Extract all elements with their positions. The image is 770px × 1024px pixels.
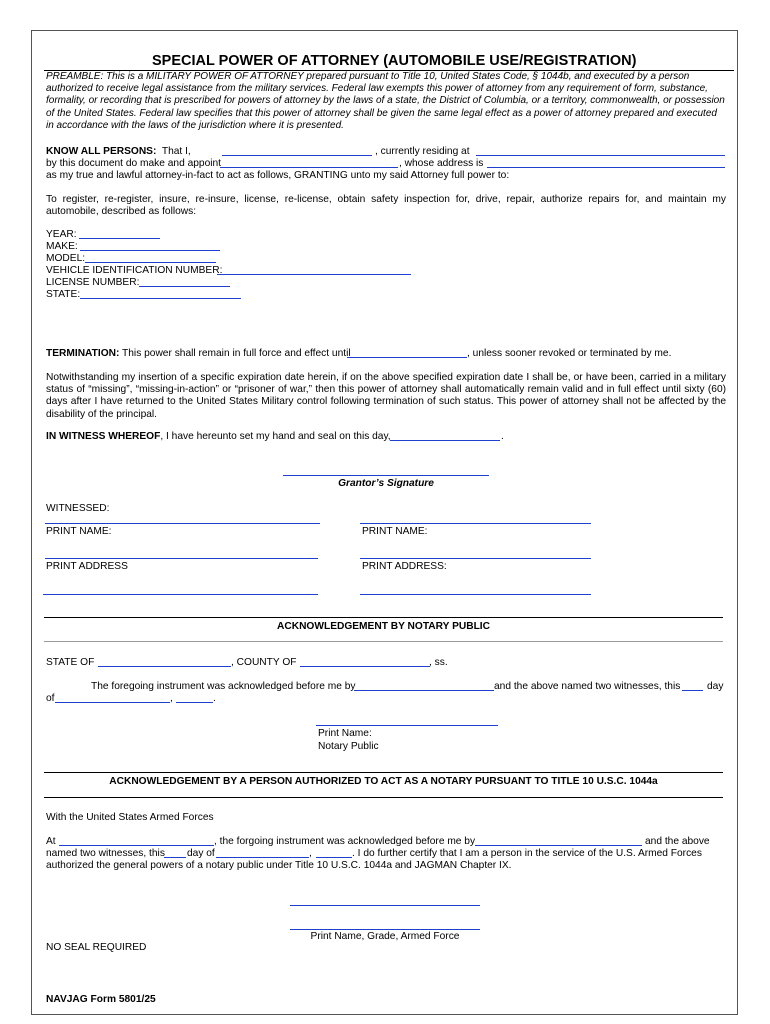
license-label: LICENSE NUMBER: bbox=[46, 277, 140, 288]
witness2-name-field[interactable] bbox=[360, 558, 591, 559]
notary-signature-field[interactable] bbox=[316, 725, 498, 726]
make-label: MAKE: bbox=[46, 241, 78, 252]
ss-label: , ss. bbox=[429, 657, 448, 668]
witness-text: , I have hereunto set my hand and seal on this day, bbox=[160, 431, 391, 442]
authorized-month-field[interactable] bbox=[216, 857, 309, 858]
notary-year-field[interactable] bbox=[176, 702, 213, 703]
foregoing-text: The foregoing instrument was acknowledged before me by bbox=[91, 681, 356, 692]
witness-label: IN WITNESS WHEREOF bbox=[46, 431, 161, 442]
know-label: KNOW ALL PERSONS: bbox=[46, 146, 157, 157]
of-comma: , bbox=[170, 693, 173, 704]
know-that: That I, bbox=[161, 146, 191, 157]
vehicle-state-field[interactable] bbox=[80, 298, 241, 299]
of-word: of bbox=[46, 693, 55, 704]
day-of-text: day of bbox=[187, 848, 215, 859]
authorized-bottom-rule bbox=[44, 797, 723, 798]
witness1-name-field[interactable] bbox=[45, 558, 318, 559]
witness-date-field[interactable] bbox=[390, 440, 500, 441]
form-number: NAVJAG Form 5801/25 bbox=[46, 994, 156, 1005]
authorized-year-field[interactable] bbox=[316, 857, 352, 858]
at-text: , the forgoing instrument was acknowledged before me by bbox=[214, 836, 476, 847]
at-word: At bbox=[46, 836, 56, 847]
notary-print-name: Print Name: bbox=[318, 728, 372, 739]
year-label: YEAR: bbox=[46, 229, 77, 240]
witness2-signature-field[interactable] bbox=[360, 523, 591, 524]
form-title: SPECIAL POWER OF ATTORNEY (AUTOMOBILE USE/REGISTRATION) bbox=[152, 53, 637, 69]
authorized-top-rule bbox=[44, 772, 723, 773]
certify-text: . I do further certify that I am a person in the service of the U.S. Armed Forces bbox=[352, 848, 702, 859]
named-two-text: named two witnesses, this bbox=[46, 848, 165, 859]
authorized-day-field[interactable] bbox=[164, 857, 186, 858]
purpose-text: To register, re-register, insure, re-insure, license, re-license, obtain safety inspection for, drive, repair, authorize repairs for, and maintain my automobile, described as follows: bbox=[46, 194, 726, 218]
at-tail: and the above bbox=[645, 836, 710, 847]
notary-public-label: Notary Public bbox=[318, 741, 379, 752]
print-address-right: PRINT ADDRESS: bbox=[362, 561, 447, 572]
state-label: STATE: bbox=[46, 289, 81, 300]
authorized-signature-field[interactable] bbox=[290, 905, 480, 906]
foregoing-tail: and the above named two witnesses, this bbox=[494, 681, 681, 692]
termination-tail: , unless sooner revoked or terminated by me. bbox=[467, 348, 672, 359]
county-of-label: , COUNTY OF bbox=[231, 657, 297, 668]
at-location-field[interactable] bbox=[59, 845, 214, 846]
notwithstanding-text: Notwithstanding my insertion of a specific expiration date herein, if on the above specified expiration date I shall be, or have been, carried in a military status of “missing”, “missing-in-action” or “prisoner of war,” then this power of attorney shall automatically remain valid and in full effect until sixty (60) days after I have returned to the United States Military control following termination of such status. This power of attorney shall not be affected by the disability of the principal. bbox=[46, 372, 726, 420]
authorized-name-field[interactable] bbox=[290, 929, 480, 930]
ack-authorized-title: ACKNOWLEDGEMENT BY A PERSON AUTHORIZED TO ACT AS A NOTARY PURSUANT TO TITLE 10 U.S.C. 1044a bbox=[109, 776, 658, 787]
print-name-left: PRINT NAME: bbox=[46, 526, 112, 537]
notary-county-field[interactable] bbox=[300, 666, 430, 667]
model-label: MODEL: bbox=[46, 253, 86, 264]
vin-field[interactable] bbox=[217, 274, 411, 275]
witness1-signature-field[interactable] bbox=[45, 523, 320, 524]
attorney-address-field[interactable] bbox=[487, 167, 725, 168]
witness-period: . bbox=[501, 431, 504, 442]
notary-top-rule bbox=[44, 617, 723, 618]
acknowledged-by-field[interactable] bbox=[354, 690, 494, 691]
termination-label: TERMINATION: bbox=[46, 348, 120, 359]
print-name-grade-label: Print Name, Grade, Armed Force bbox=[310, 931, 460, 942]
authorized-ack-by-field[interactable] bbox=[475, 845, 642, 846]
witness1-address-field[interactable] bbox=[43, 594, 318, 595]
termination-date-field[interactable] bbox=[347, 357, 467, 358]
grantor-address-field[interactable] bbox=[476, 155, 725, 156]
notary-month-field[interactable] bbox=[55, 702, 170, 703]
witness2-address-field[interactable] bbox=[360, 594, 591, 595]
grantor-name-field[interactable] bbox=[222, 155, 372, 156]
vin-label: VEHICLE IDENTIFICATION NUMBER: bbox=[46, 265, 223, 276]
attorney-name-field[interactable] bbox=[220, 167, 398, 168]
notary-bottom-rule bbox=[44, 641, 723, 642]
armed-forces-text: With the United States Armed Forces bbox=[46, 812, 214, 823]
preamble-text: PREAMBLE: This is a MILITARY POWER OF ATTORNEY prepared pursuant to Title 10, United States Code, § 1044b, and executed by a person authorized to receive legal assistance from the military services. Federal law exempts this power of attorney from any requirement of form, substance, formality, or recording that is prescribed for powers of attorney by the laws of a state, the District of Columbia, or a territory, commonwealth, or possession of the United States. Federal law specifies that this power of attorney shall be given the same legal effect as a power of attorney prepared and executed in accordance with the laws of the jurisdiction where it is presented. bbox=[46, 71, 725, 131]
grantor-signature-label: Grantor’s Signature bbox=[338, 478, 434, 489]
witnessed-label: WITNESSED: bbox=[46, 503, 110, 514]
know-residing: , currently residing at bbox=[375, 146, 470, 157]
year-field[interactable] bbox=[79, 238, 160, 239]
license-field[interactable] bbox=[139, 286, 230, 287]
know-line-3: as my true and lawful attorney-in-fact to act as follows, GRANTING unto my said Attorney full power to: bbox=[46, 170, 510, 181]
termination-line bbox=[46, 348, 351, 359]
ack-notary-title: ACKNOWLEDGEMENT BY NOTARY PUBLIC bbox=[277, 621, 490, 632]
of-period: . bbox=[213, 693, 216, 704]
witness-line bbox=[46, 431, 391, 442]
model-field[interactable] bbox=[85, 262, 216, 263]
know-line-2a: by this document do make and appoint bbox=[46, 158, 221, 169]
state-of-label: STATE OF bbox=[46, 657, 95, 668]
grantor-signature-field[interactable] bbox=[283, 475, 489, 476]
make-field[interactable] bbox=[80, 250, 220, 251]
know-line-2b: , whose address is bbox=[399, 158, 484, 169]
notary-day-field[interactable] bbox=[682, 690, 703, 691]
print-name-right: PRINT NAME: bbox=[362, 526, 428, 537]
no-seal-label: NO SEAL REQUIRED bbox=[46, 942, 147, 953]
termination-text: This power shall remain in full force and effect until bbox=[119, 348, 351, 359]
authorized-general-text: authorized the general powers of a notary public under Title 10 U.S.C. 1044a and JAGMAN Chapter IX. bbox=[46, 860, 512, 871]
know-line-1 bbox=[46, 146, 191, 157]
day-word: day bbox=[707, 681, 724, 692]
print-address-left: PRINT ADDRESS bbox=[46, 561, 128, 572]
day-of-comma: , bbox=[309, 848, 312, 859]
notary-state-field[interactable] bbox=[98, 666, 231, 667]
